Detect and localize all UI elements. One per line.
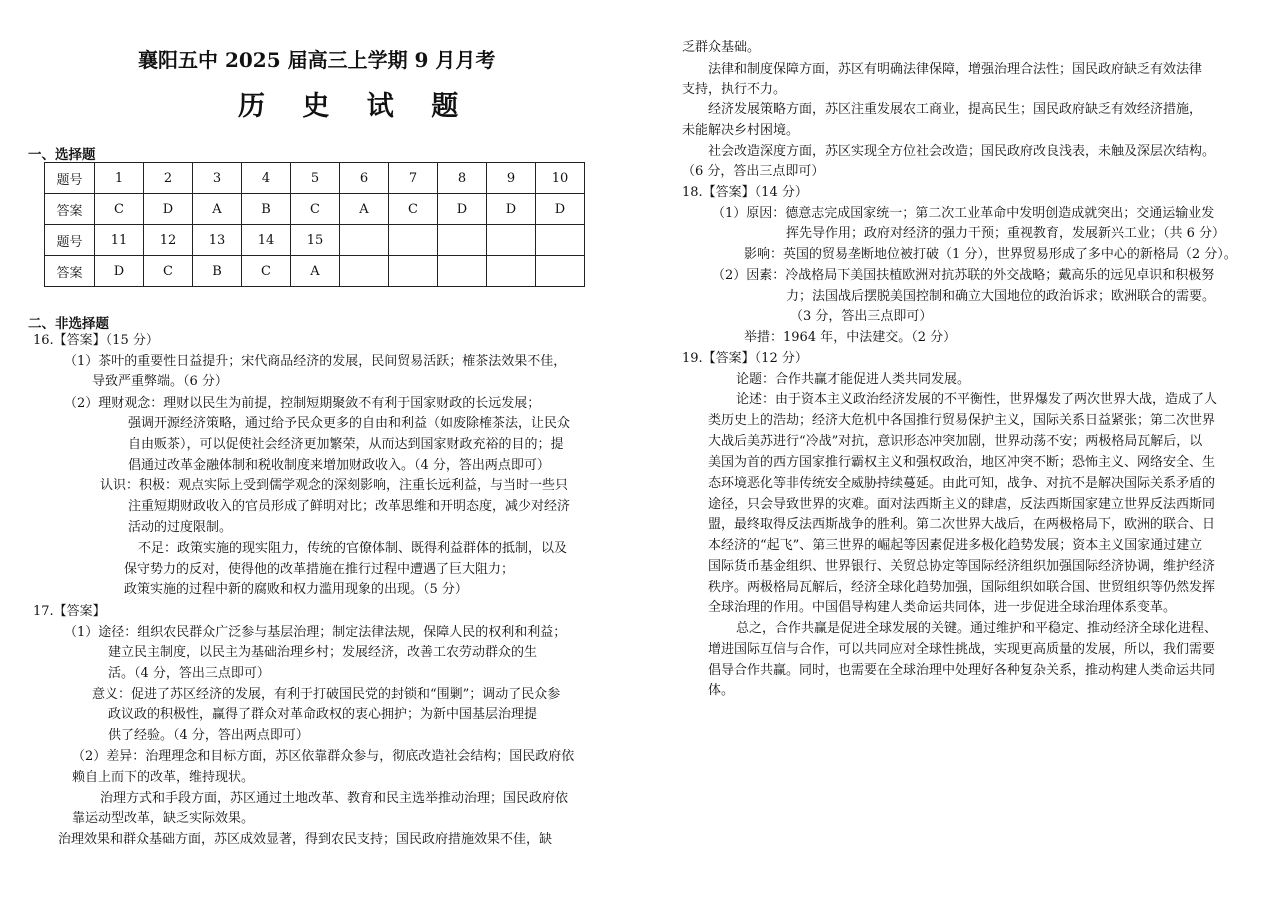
answer-table-row-label: 答案 — [45, 256, 95, 287]
text-line: （2）因素：冷战格局下美国扶植欧洲对抗苏联的外交战略；戴高乐的远见卓识和积极努 — [712, 268, 1215, 283]
text-line: 赖自上而下的改革，维持现状。 — [72, 770, 255, 785]
answer-table-cell — [438, 225, 487, 256]
answer-table-cell: A — [340, 194, 389, 225]
text-line: 治理方式和手段方面，苏区通过土地改革、教育和民主选举推动治理；国民政府依 — [100, 791, 569, 806]
text-line: （6 分，答出三点即可） — [682, 164, 825, 179]
q18-header: 18.【答案】（14 分） — [682, 185, 808, 200]
answer-table-row — [45, 194, 585, 225]
text-line: 不足：政策实施的现实阻力，传统的官僚体制、既得利益群体的抵制，以及 — [138, 541, 568, 556]
answer-table-cell — [389, 225, 438, 256]
text-line: 类历史上的浩劫；经济大危机中各国推行贸易保护主义，国际关系日益紧张；第二次世界 — [708, 413, 1216, 428]
answer-table-cell — [536, 256, 585, 287]
answer-table-cell: C — [95, 194, 144, 225]
text-line: 论述：由于资本主义政治经济发展的不平衡性，世界爆发了两次世界大战，造成了人 — [736, 392, 1218, 407]
text-line: （2）理财观念：理财以民生为前提，控制短期聚敛不有利于国家财政的长远发展； — [64, 396, 541, 411]
text-line: 倡导合作共赢。同时，也需要在全球治理中处理好各种复杂关系，推动构建人类命运共同 — [708, 663, 1216, 678]
answer-table-row — [45, 163, 585, 194]
answer-table-cell: 8 — [438, 163, 487, 194]
answer-table-cell: 9 — [487, 163, 536, 194]
answer-table-row — [45, 256, 585, 287]
answer-table-cell: 10 — [536, 163, 585, 194]
answer-table-cell: C — [291, 194, 340, 225]
answer-table-cell: C — [242, 256, 291, 287]
text-line: 经济发展策略方面，苏区注重发展农工商业，提高民生；国民政府缺乏有效经济措施， — [708, 102, 1203, 117]
answer-table-cell: C — [144, 256, 193, 287]
text-line: 态环境恶化等非传统安全威胁持续蔓延。由此可知，战争、对抗不是解决国际关系矛盾的 — [708, 476, 1216, 491]
text-line: 保守势力的反对，使得他的改革措施在推行过程中遭遇了巨大阻力； — [124, 562, 515, 577]
text-line: 法律和制度保障方面，苏区有明确法律保障，增强治理合法性；国民政府缺乏有效法律 — [708, 62, 1203, 77]
text-line: 盟，最终取得反法西斯战争的胜利。第二次世界大战后，在两极格局下，欧洲的联合、日 — [708, 517, 1216, 532]
text-line: 导致严重弊端。（6 分） — [92, 374, 228, 389]
text-line: 全球治理的作用。中国倡导构建人类命运共同体，进一步促进全球治理体系变革。 — [708, 600, 1177, 615]
answer-table-row — [45, 225, 585, 256]
text-line: 活。（4 分，答出三点即可） — [108, 666, 270, 681]
answer-table-cell: 4 — [242, 163, 291, 194]
text-line: 政议政的积极性，赢得了群众对革命政权的衷心拥护；为新中国基层治理提 — [108, 707, 538, 722]
text-line: 美国为首的西方国家推行霸权主义和强权政治，地区冲突不断；恐怖主义、网络安全、生 — [708, 455, 1216, 470]
text-line: 大战后美苏进行“冷战”对抗，意识形态冲突加剧，世界动荡不安；两极格局瓦解后，以 — [708, 434, 1203, 449]
text-line: 国际货币基金组织、世界银行、关贸总协定等国际经济组织加强国际经济协调，维护经济 — [708, 559, 1216, 574]
text-line: 供了经验。（4 分，答出两点即可） — [108, 728, 309, 743]
answer-table-cell: D — [95, 256, 144, 287]
answer-table-cell: A — [193, 194, 242, 225]
answer-table-cell: D — [536, 194, 585, 225]
answer-table-cell: 14 — [242, 225, 291, 256]
answer-table-cell: 15 — [291, 225, 340, 256]
answer-table-cell: 12 — [144, 225, 193, 256]
text-line: （1）原因：德意志完成国家统一；第二次工业革命中发明创造成就突出；交通运输业发 — [712, 206, 1215, 221]
text-line: 建立民主制度，以民主为基础治理乡村；发展经济，改善工农劳动群众的生 — [108, 645, 538, 660]
answer-table-row-label: 题号 — [45, 225, 95, 256]
text-line: 倡通过改革金融体制和税收制度来增加财政收入。（4 分，答出两点即可） — [128, 458, 550, 473]
answer-table — [44, 162, 585, 287]
answer-table-cell — [340, 225, 389, 256]
answer-table-cell — [487, 225, 536, 256]
answer-table-cell: 13 — [193, 225, 242, 256]
text-line: （3 分，答出三点即可） — [790, 309, 933, 324]
q16-header: 16.【答案】（15 分） — [33, 333, 159, 348]
text-line: 认识：积极：观点实际上受到儒学观念的深刻影响，注重长远利益，与当时一些只 — [100, 478, 569, 493]
text-line: 增进国际互信与合作，可以共同应对全球性挑战，实现更高质量的发展，所以，我们需要 — [708, 642, 1216, 657]
text-line: 影响：英国的贸易垄断地位被打破（1 分），世界贸易形成了多中心的新格局（2 分）。 — [744, 247, 1237, 262]
text-line: 途径，只会导致世界的灾难。面对法西斯主义的肆虐，反法西斯国家建立世界反法西斯同 — [708, 497, 1216, 512]
answer-table-cell — [438, 256, 487, 287]
text-line: 挥先导作用；政府对经济的强力干预；重视教育，发展新兴工业；（共 6 分） — [786, 226, 1226, 241]
text-line: （1）途径：组织农民群众广泛参与基层治理；制定法律法规，保障人民的权利和利益； — [64, 625, 567, 640]
answer-table-cell: C — [389, 194, 438, 225]
section-nonchoice-title: 二、非选择题 — [28, 316, 109, 332]
q19-header: 19.【答案】（12 分） — [682, 351, 808, 366]
answer-table-cell: 6 — [340, 163, 389, 194]
answer-table-cell: 3 — [193, 163, 242, 194]
text-line: 论题：合作共赢才能促进人类共同发展。 — [736, 372, 971, 387]
text-line: 靠运动型改革，缺乏实际效果。 — [72, 811, 255, 826]
subject-title: 历 史 试 题 — [238, 91, 473, 122]
text-line: 强调开源经济策略，通过给予民众更多的自由和利益（如废除榷茶法，让民众 — [128, 416, 571, 431]
answer-table-cell — [536, 225, 585, 256]
answer-table-row-label: 题号 — [45, 163, 95, 194]
answer-table-cell: 11 — [95, 225, 144, 256]
text-line: 举措：1964 年，中法建交。（2 分） — [744, 330, 957, 345]
answer-table-cell: A — [291, 256, 340, 287]
text-line: 乏群众基础。 — [682, 40, 761, 55]
answer-table-cell — [340, 256, 389, 287]
text-line: 力；法国战后摆脱美国控制和确立大国地位的政治诉求；欧洲联合的需要。 — [786, 289, 1216, 304]
text-line: 政策实施的过程中新的腐败和权力滥用现象的出现。（5 分） — [124, 582, 468, 597]
answer-table-cell: D — [487, 194, 536, 225]
answer-table-cell: 1 — [95, 163, 144, 194]
text-line: 意义：促进了苏区经济的发展，有利于打破国民党的封锁和“围剿”；调动了民众参 — [92, 687, 561, 702]
answer-table-row-label: 答案 — [45, 194, 95, 225]
q17-header: 17.【答案】 — [33, 604, 106, 619]
answer-table-cell: 2 — [144, 163, 193, 194]
text-line: 活动的过度限制。 — [128, 520, 233, 535]
text-line: 未能解决乡村困境。 — [682, 123, 800, 138]
answer-table-cell: B — [193, 256, 242, 287]
text-line: 社会改造深度方面，苏区实现全方位社会改造；国民政府改良浅表，未触及深层次结构。 — [708, 144, 1216, 159]
text-line: 总之，合作共赢是促进全球发展的关键。通过维护和平稳定、推动经济全球化进程、 — [736, 621, 1218, 636]
text-line: 治理效果和群众基础方面，苏区成效显著，得到农民支持；国民政府措施效果不佳，缺 — [58, 832, 553, 847]
exam-title: 襄阳五中 2025 届高三上学期 9 月月考 — [138, 48, 496, 72]
text-line: 秩序。两极格局瓦解后，经济全球化趋势加强，国际组织如联合国、世贸组织等仍然发挥 — [708, 580, 1216, 595]
answer-table-cell: 5 — [291, 163, 340, 194]
answer-table-cell — [487, 256, 536, 287]
text-line: （2）差异：治理理念和目标方面，苏区依靠群众参与，彻底改造社会结构；国民政府依 — [72, 749, 575, 764]
text-line: （1）茶叶的重要性日益提升；宋代商品经济的发展，民间贸易活跃；榷茶法效果不佳， — [64, 354, 567, 369]
text-line: 支持，执行不力。 — [682, 82, 787, 97]
text-line: 体。 — [708, 683, 735, 698]
answer-table-cell — [389, 256, 438, 287]
answer-table-cell: B — [242, 194, 291, 225]
text-line: 自由贩茶），可以促使社会经济更加繁荣，从而达到国家财政充裕的目的；提 — [128, 437, 564, 452]
text-line: 注重短期财政收入的官员形成了鲜明对比；改革思维和开明态度，减少对经济 — [128, 499, 571, 514]
answer-table-cell: D — [144, 194, 193, 225]
answer-table-cell: 7 — [389, 163, 438, 194]
text-line: 本经济的“起飞”、第三世界的崛起等因素促进多极化趋势发展；资本主义国家通过建立 — [708, 538, 1203, 553]
section-choice-title: 一、选择题 — [28, 147, 96, 163]
answer-table-cell: D — [438, 194, 487, 225]
